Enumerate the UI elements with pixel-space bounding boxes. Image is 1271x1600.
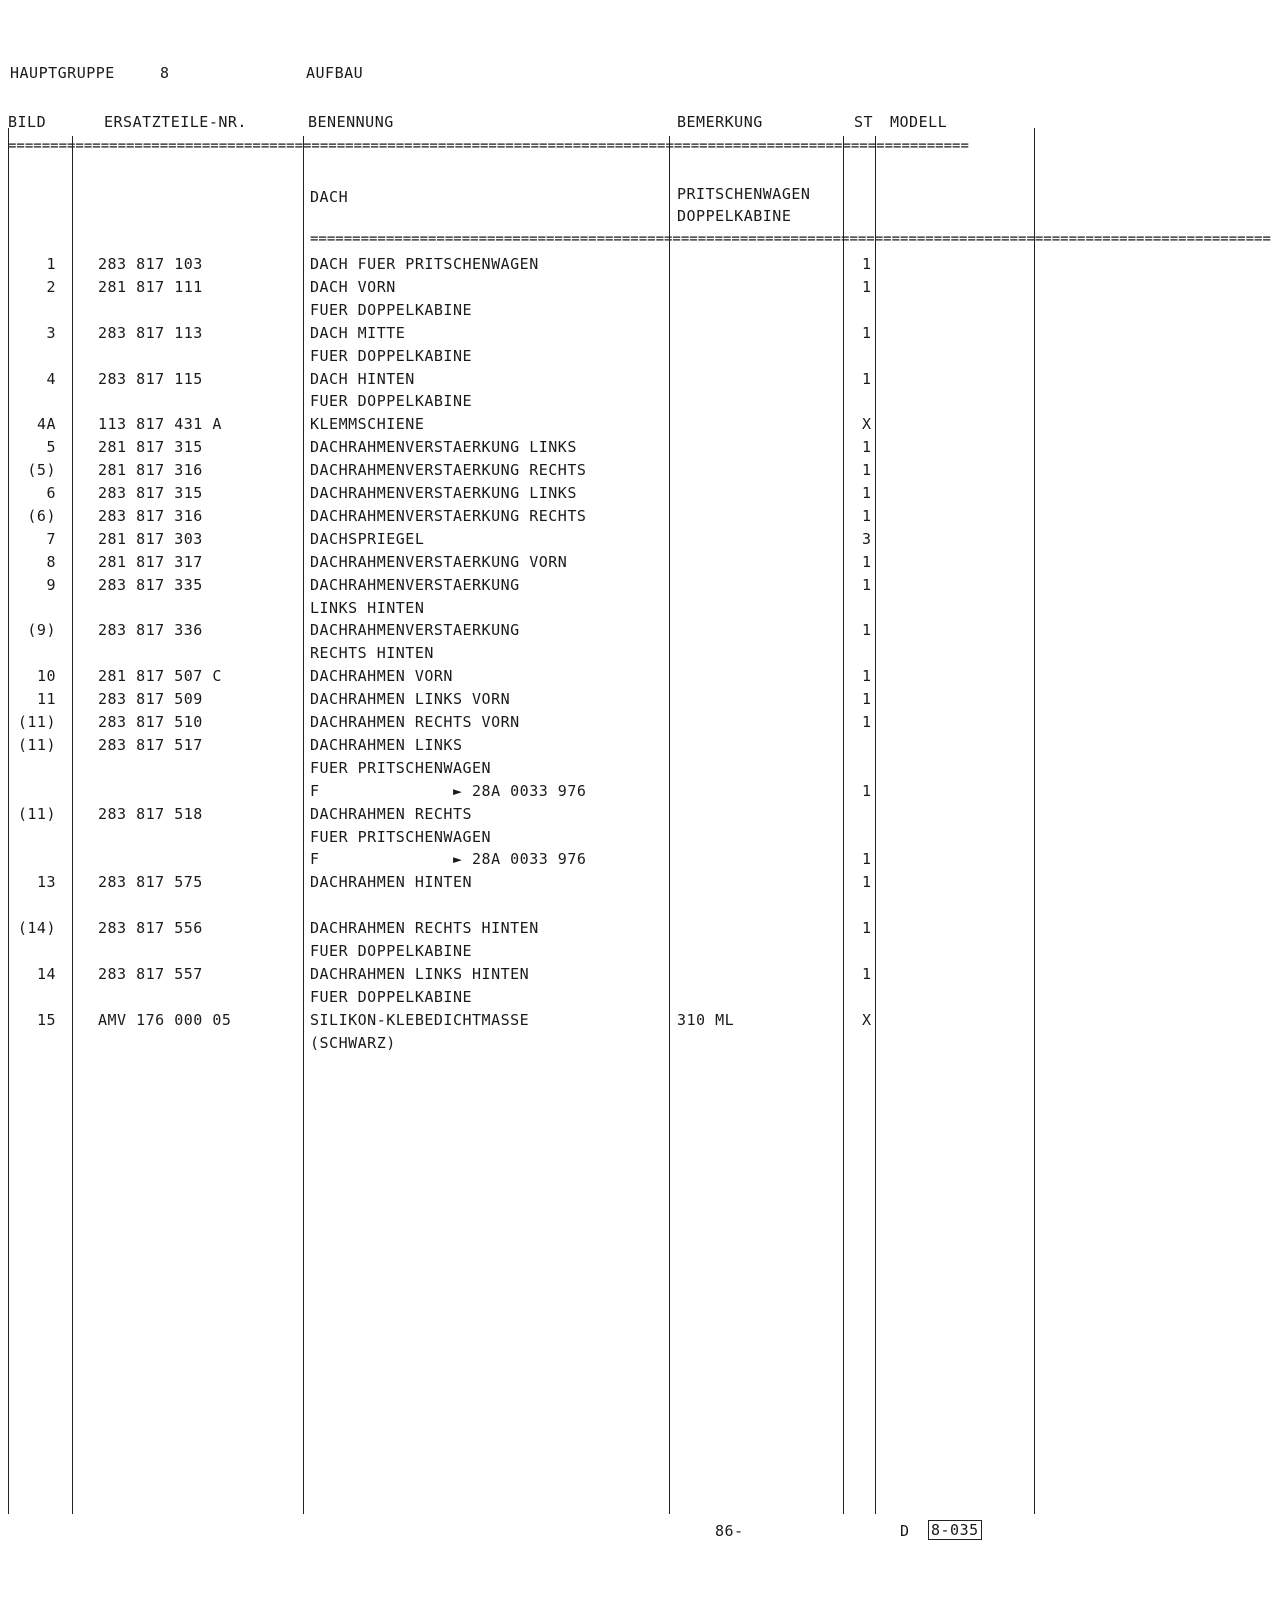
part-number: 113 817 431 A — [98, 415, 222, 434]
part-bild: 14 — [36, 964, 56, 983]
part-number: 281 817 303 — [98, 529, 203, 548]
group-label: HAUPTGRUPPE — [10, 64, 115, 82]
part-bild: 4 — [46, 369, 56, 388]
column-headers — [8, 113, 1068, 135]
part-description: LINKS HINTEN — [310, 598, 425, 617]
part-bild: 7 — [46, 529, 56, 548]
part-bild: 6 — [46, 484, 56, 502]
col-benennung: BENENNUNG — [308, 113, 394, 131]
part-bild: (9) — [27, 621, 56, 640]
part-quantity: 1 — [862, 255, 872, 273]
part-quantity: X — [862, 415, 872, 434]
part-quantity: 1 — [862, 621, 872, 640]
part-number: 283 817 575 — [98, 873, 203, 892]
part-quantity: 1 — [862, 873, 872, 892]
part-description: DACHRAHMEN RECHTS VORN — [310, 713, 520, 731]
part-number: 283 817 336 — [98, 621, 203, 640]
part-description: DACHRAHMENVERSTAERKUNG — [310, 621, 520, 640]
part-description: RECHTS HINTEN — [310, 644, 434, 663]
language-code: D — [900, 1522, 910, 1540]
part-quantity: 1 — [862, 323, 872, 342]
part-description: FUER DOPPELKABINE — [310, 300, 473, 319]
part-description: DACHRAHMEN LINKS HINTEN — [310, 964, 530, 983]
part-description: DACH MITTE — [310, 323, 406, 342]
section-remark: DOPPELKABINE — [677, 207, 792, 225]
part-number: 283 817 518 — [98, 804, 203, 823]
part-number: AMV 176 000 05 — [98, 1010, 232, 1029]
part-number: 281 817 317 — [98, 552, 203, 571]
group-title: AUFBAU — [306, 64, 364, 82]
part-number: 281 817 316 — [98, 461, 203, 480]
part-quantity: 1 — [862, 919, 872, 938]
part-number: 283 817 315 — [98, 484, 203, 502]
col-part-number: ERSATZTEILE-NR. — [104, 113, 247, 131]
section-rule: ================================================================================================================== — [310, 231, 1271, 247]
part-description: FUER PRITSCHENWAGEN — [310, 758, 492, 777]
part-description: DACHRAHMEN LINKS — [310, 735, 463, 754]
page-reference: 8-035 — [928, 1520, 982, 1540]
part-description: FUER PRITSCHENWAGEN — [310, 827, 492, 846]
part-bild: 11 — [36, 690, 56, 709]
part-number: 283 817 113 — [98, 323, 203, 342]
part-description: DACH FUER PRITSCHENWAGEN — [310, 255, 539, 273]
part-description: (SCHWARZ) — [310, 1033, 396, 1052]
part-bild: 13 — [36, 873, 56, 892]
part-bild: 3 — [46, 323, 56, 342]
part-description: DACHRAHMEN RECHTS — [310, 804, 473, 823]
col-bemerkung: BEMERKUNG — [677, 113, 763, 131]
column-divider — [875, 136, 876, 1514]
header-rule: ================================================================================================================== — [8, 138, 969, 154]
column-divider — [843, 136, 844, 1514]
part-description: F ► 28A 0033 976 — [310, 781, 587, 800]
part-bild: 10 — [36, 667, 56, 686]
part-number: 281 817 111 — [98, 277, 203, 296]
part-number: 283 817 103 — [98, 255, 203, 273]
part-quantity: 1 — [862, 964, 872, 983]
column-divider — [1034, 128, 1035, 1514]
part-description: DACHRAHMENVERSTAERKUNG VORN — [310, 552, 568, 571]
part-bild: (6) — [27, 506, 56, 525]
part-bild: 2 — [46, 277, 56, 296]
column-divider — [72, 136, 73, 1514]
part-description: KLEMMSCHIENE — [310, 415, 425, 434]
part-bild: 5 — [46, 438, 56, 457]
part-bild: (11) — [17, 804, 56, 823]
part-number: 283 817 509 — [98, 690, 203, 709]
part-bild: (14) — [17, 919, 56, 938]
part-quantity: 1 — [862, 552, 872, 571]
part-description: DACHRAHMENVERSTAERKUNG RECHTS — [310, 461, 587, 480]
part-bild: (11) — [17, 713, 56, 731]
part-number: 283 817 517 — [98, 735, 203, 754]
part-quantity: 1 — [862, 667, 872, 686]
part-quantity: 1 — [862, 438, 872, 457]
column-divider — [303, 136, 304, 1514]
part-quantity: 1 — [862, 484, 872, 502]
section-remark: PRITSCHENWAGEN — [677, 185, 811, 203]
part-quantity: 1 — [862, 713, 872, 731]
part-number: 283 817 115 — [98, 369, 203, 388]
part-description: DACHRAHMEN VORN — [310, 667, 453, 686]
part-quantity: 1 — [862, 369, 872, 388]
part-quantity: 1 — [862, 277, 872, 296]
part-quantity: 1 — [862, 850, 872, 869]
part-description: FUER DOPPELKABINE — [310, 346, 473, 365]
group-number: 8 — [160, 64, 170, 82]
part-quantity: 3 — [862, 529, 872, 548]
part-number: 283 817 556 — [98, 919, 203, 938]
part-bild: 1 — [46, 255, 56, 273]
part-bild: 9 — [46, 575, 56, 594]
col-modell: MODELL — [890, 113, 948, 131]
part-quantity: X — [862, 1010, 872, 1029]
col-bild: BILD — [8, 113, 47, 131]
part-quantity: 1 — [862, 575, 872, 594]
part-description: DACHRAHMENVERSTAERKUNG — [310, 575, 520, 594]
part-description: FUER DOPPELKABINE — [310, 942, 473, 960]
page-header — [10, 64, 1070, 86]
part-number: 283 817 335 — [98, 575, 203, 594]
part-bild: (5) — [27, 461, 56, 480]
part-description: DACHRAHMENVERSTAERKUNG LINKS — [310, 484, 577, 502]
part-quantity: 1 — [862, 506, 872, 525]
part-bild: 8 — [46, 552, 56, 571]
part-description: DACHSPRIEGEL — [310, 529, 425, 548]
part-number: 283 817 316 — [98, 506, 203, 525]
column-divider — [669, 136, 670, 1514]
part-bild: (11) — [17, 735, 56, 754]
part-description: FUER DOPPELKABINE — [310, 987, 473, 1006]
part-description: DACHRAHMEN HINTEN — [310, 873, 473, 892]
part-description: DACH VORN — [310, 277, 396, 296]
part-quantity: 1 — [862, 781, 872, 800]
part-quantity: 1 — [862, 690, 872, 709]
section-title: DACH — [310, 188, 349, 206]
part-description: DACHRAHMEN RECHTS HINTEN — [310, 919, 539, 938]
part-description: DACHRAHMENVERSTAERKUNG LINKS — [310, 438, 577, 457]
part-description: DACH HINTEN — [310, 369, 415, 388]
col-st: ST — [854, 113, 874, 131]
part-description: SILIKON-KLEBEDICHTMASSE — [310, 1010, 530, 1029]
part-bild: 15 — [36, 1010, 56, 1029]
part-description: DACHRAHMEN LINKS VORN — [310, 690, 511, 709]
part-bild: 4A — [36, 415, 56, 434]
part-number: 283 817 510 — [98, 713, 203, 731]
part-description: FUER DOPPELKABINE — [310, 392, 473, 411]
part-number: 283 817 557 — [98, 964, 203, 983]
part-description: F ► 28A 0033 976 — [310, 850, 587, 869]
part-number: 281 817 315 — [98, 438, 203, 457]
part-description: DACHRAHMENVERSTAERKUNG RECHTS — [310, 506, 587, 525]
page-footer — [0, 1522, 1080, 1548]
part-quantity: 1 — [862, 461, 872, 480]
page-number: 86- — [715, 1522, 744, 1540]
part-remark: 310 ML — [677, 1010, 735, 1029]
part-number: 281 817 507 C — [98, 667, 222, 686]
